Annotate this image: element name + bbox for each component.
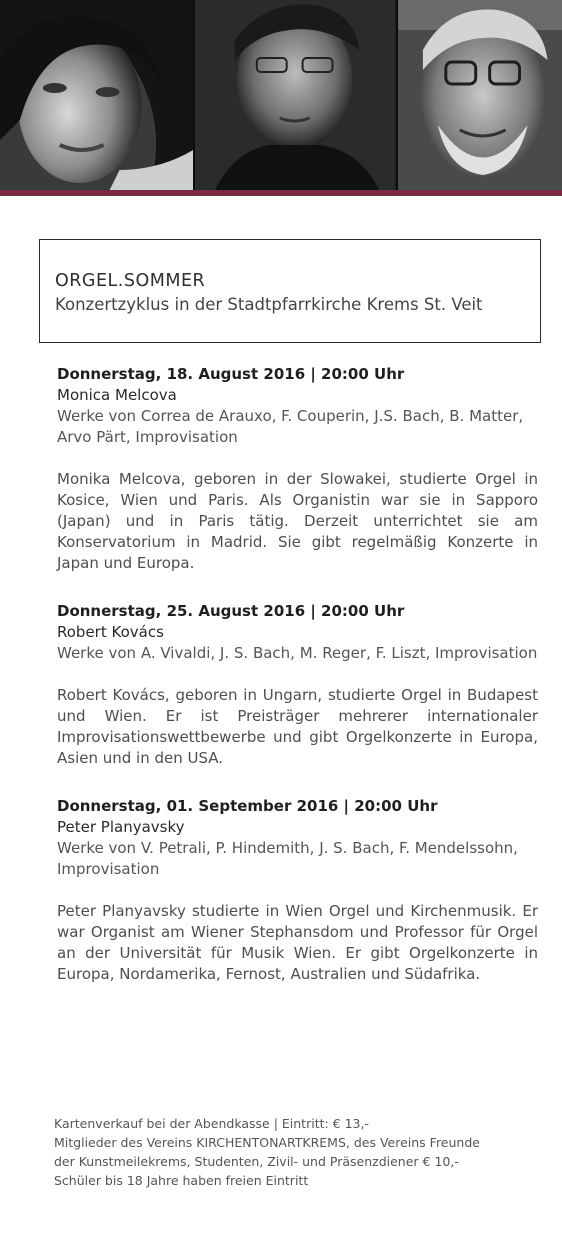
portrait-photo-kovacs (193, 0, 395, 190)
concert-bio: Peter Planyavsky studierte in Wien Orgel und Kirchenmusik. Er war Organist am Wiener Stephansdom und Professor für Orgel an der Universität für Musik Wien. Er gibt Orgelkonzerte in Europa, Nordamerika, Fernost, Australien und Südafrika. (57, 902, 538, 983)
title-box (39, 239, 541, 343)
concert-works: Werke von V. Petrali, P. Hindemith, J. S. Bach, F. Mendelssohn, Improvisation (57, 839, 518, 878)
ticket-info-line: Schüler bis 18 Jahre haben freien Eintritt (54, 1173, 309, 1188)
concert-date: Donnerstag, 18. August 2016 | 20:00 Uhr (57, 365, 405, 383)
concert-date: Donnerstag, 01. September 2016 | 20:00 Uhr (57, 797, 438, 815)
concert-entry (57, 601, 538, 769)
page-subtitle: Konzertzyklus in der Stadtpfarrkirche Krems St. Veit (55, 295, 483, 314)
concert-works: Werke von Correa de Arauxo, F. Couperin, J.S. Bach, B. Matter, Arvo Pärt, Improvisation (57, 407, 524, 446)
concert-bio: Robert Kovács, geboren in Ungarn, studierte Orgel in Budapest und Wien. Er ist Preisträger mehrerer internationaler Improvisationswettbewerbe und gibt Orgelkonzerte in Europa, Asien und in den USA. (57, 686, 538, 767)
page-title: ORGEL.SOMMER (55, 271, 206, 291)
portrait-strip (0, 0, 562, 190)
portrait-photo-melcova (0, 0, 193, 190)
ticket-info-line: Mitglieder des Vereins KIRCHENTONARTKREMS, des Vereins Freunde (54, 1135, 480, 1150)
portrait-photo-planyavsky (396, 0, 562, 190)
accent-divider (0, 190, 562, 196)
concert-date: Donnerstag, 25. August 2016 | 20:00 Uhr (57, 602, 405, 620)
ticket-info-line: der Kunstmeilekrems, Studenten, Zivil- und Präsenzdiener € 10,- (54, 1154, 459, 1169)
concert-entry (57, 796, 538, 985)
concert-entry (57, 364, 538, 574)
concert-list (57, 364, 538, 1012)
concert-artist: Robert Kovács (57, 623, 164, 641)
ticket-info (54, 1114, 534, 1190)
concert-artist: Peter Planyavsky (57, 818, 185, 836)
ticket-info-line: Kartenverkauf bei der Abendkasse | Eintritt: € 13,- (54, 1116, 369, 1131)
concert-works: Werke von A. Vivaldi, J. S. Bach, M. Reger, F. Liszt, Improvisation (57, 644, 538, 662)
concert-artist: Monica Melcova (57, 386, 177, 404)
concert-bio: Monika Melcova, geboren in der Slowakei, studierte Orgel in Kosice, Wien und Paris. Als Organistin war sie in Sapporo (Japan) und in Paris tätig. Derzeit unterrichtet sie am Konservatorium in Madrid. Sie gibt regelmäßig Konzerte in Japan und Europa. (57, 470, 538, 572)
